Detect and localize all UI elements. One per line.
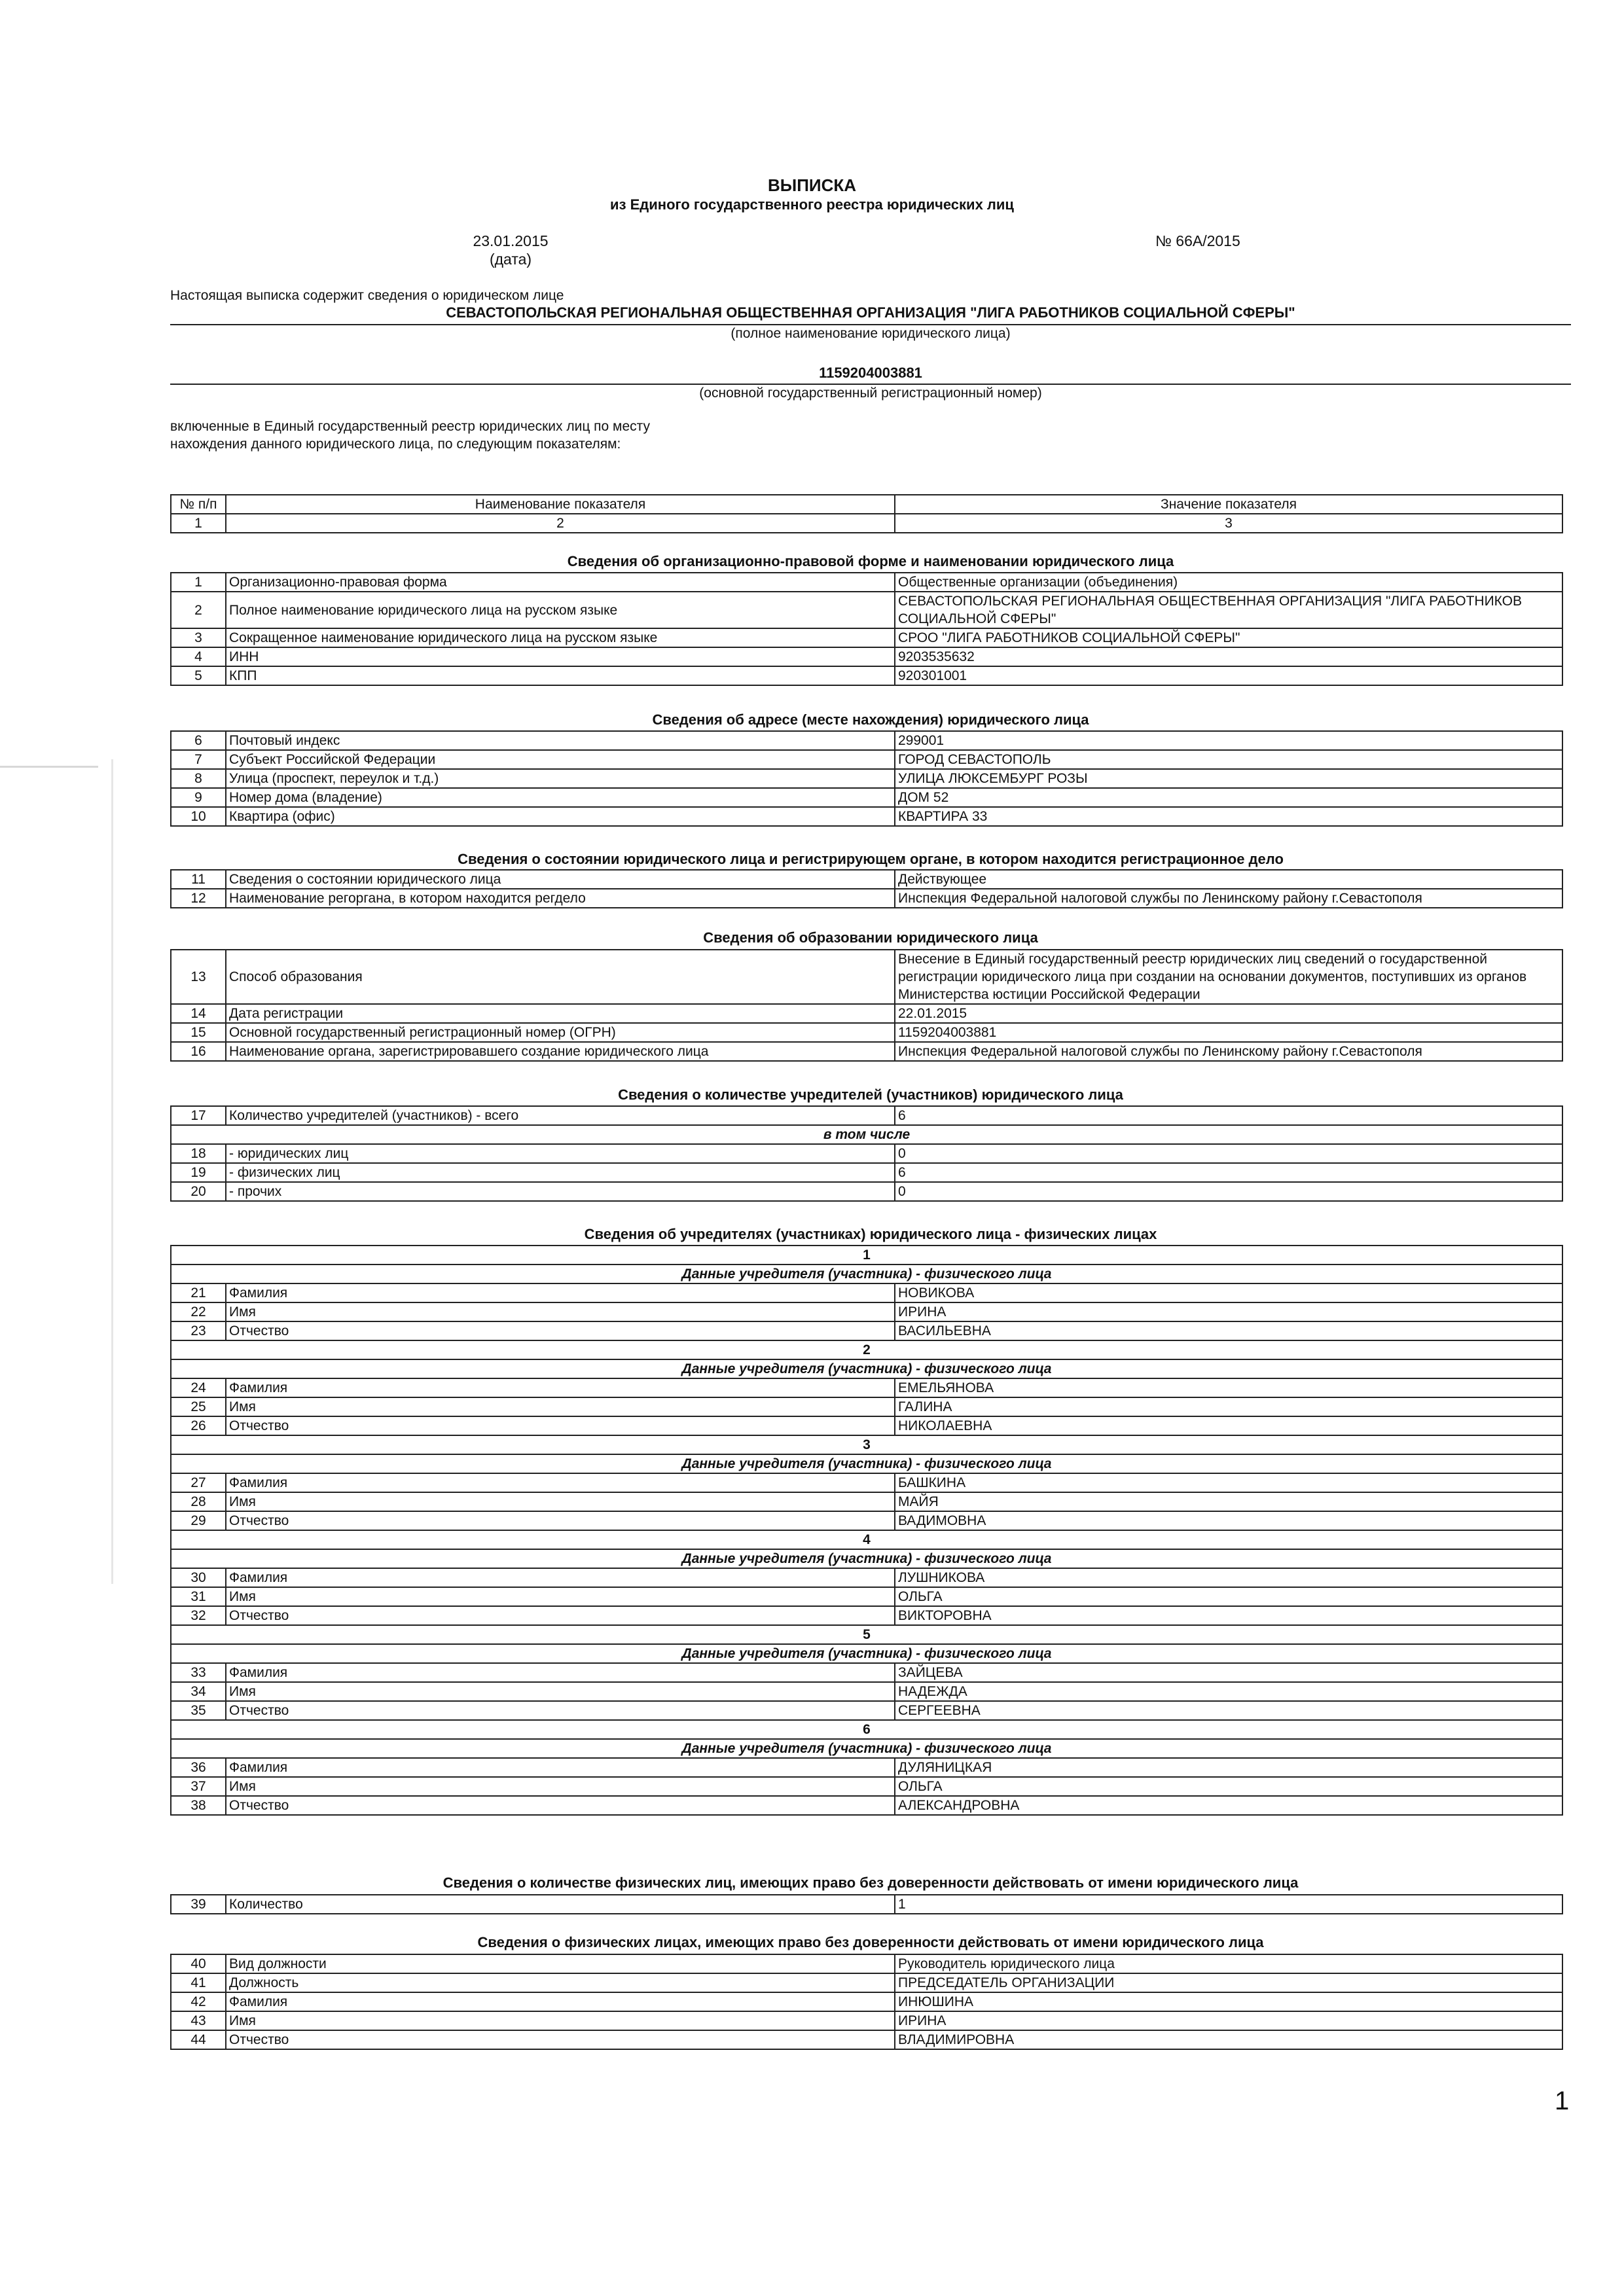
divider: [170, 384, 1571, 385]
table-row: [171, 1321, 1562, 1340]
in-that-number-row: в том числе: [171, 1125, 1562, 1144]
founder-index-row: [171, 1340, 1562, 1359]
row-value: ВЛАДИМИРОВНА: [895, 2030, 1562, 2049]
intro-included-1: включенные в Единый государственный реестр юридических лиц по месту: [170, 419, 651, 434]
row-value: БАШКИНА: [895, 1473, 1562, 1492]
table-row: [171, 666, 1562, 685]
table-row: [171, 1378, 1562, 1397]
row-number: 36: [171, 1758, 226, 1777]
row-number: 10: [171, 807, 226, 826]
row-number: 2: [171, 592, 226, 628]
row-name: Фамилия: [226, 1378, 895, 1397]
row-name: Субъект Российской Федерации: [226, 750, 895, 769]
table-row: [171, 1973, 1562, 1992]
row-value: ИРИНА: [895, 1302, 1562, 1321]
row-number: 35: [171, 1701, 226, 1720]
row-value: СЕВАСТОПОЛЬСКАЯ РЕГИОНАЛЬНАЯ ОБЩЕСТВЕННАЯ ОРГАНИЗАЦИЯ "ЛИГА РАБОТНИКОВ СОЦИАЛЬНОЙ СФЕРЫ": [895, 592, 1562, 628]
row-number: 37: [171, 1777, 226, 1796]
org-name-caption: (полное наименование юридического лица): [731, 326, 1011, 341]
row-name: Количество учредителей (участников) - всего: [226, 1106, 895, 1125]
table-row: [171, 592, 1562, 628]
row-name: Фамилия: [226, 1758, 895, 1777]
founder-index: 2: [171, 1340, 1562, 1359]
row-value: Общественные организации (объединения): [895, 573, 1562, 592]
row-name: Номер дома (владение): [226, 788, 895, 807]
row-value: Инспекция Федеральной налоговой службы по Ленинскому району г.Севастополя: [895, 1042, 1562, 1061]
row-name: Квартира (офис): [226, 807, 895, 826]
row-number: 40: [171, 1954, 226, 1973]
row-number: 26: [171, 1416, 226, 1435]
row-number: 9: [171, 788, 226, 807]
table-row: [171, 1397, 1562, 1416]
row-value: Действующее: [895, 870, 1562, 889]
row-number: 29: [171, 1511, 226, 1530]
section-title: Сведения о количестве учредителей (участников) юридического лица: [618, 1086, 1123, 1103]
row-number: 22: [171, 1302, 226, 1321]
row-number: 20: [171, 1182, 226, 1201]
table-row: [171, 628, 1562, 647]
intro-included-2: нахождения данного юридического лица, по следующим показателям:: [170, 437, 621, 452]
table-row: [171, 1511, 1562, 1530]
row-value: 1159204003881: [895, 1023, 1562, 1042]
row-number: 17: [171, 1106, 226, 1125]
founders-table: [170, 1245, 1563, 1816]
scan-edge-mark: [0, 766, 98, 768]
row-value: 0: [895, 1144, 1562, 1163]
row-number: 1: [171, 573, 226, 592]
row-value: ВАДИМОВНА: [895, 1511, 1562, 1530]
document-number: № 66А/2015: [1155, 232, 1240, 249]
founder-subheader: Данные учредителя (участника) - физического лица: [171, 1739, 1562, 1758]
row-value: ИНЮШИНА: [895, 1992, 1562, 2011]
row-name: Полное наименование юридического лица на русском языке: [226, 592, 895, 628]
row-number: 24: [171, 1378, 226, 1397]
table-row: [171, 573, 1562, 592]
row-name: - юридических лиц: [226, 1144, 895, 1163]
row-name: Организационно-правовая форма: [226, 573, 895, 592]
row-value: 0: [895, 1182, 1562, 1201]
row-value: ЕМЕЛЬЯНОВА: [895, 1378, 1562, 1397]
table-row: [171, 889, 1562, 908]
row-number: 38: [171, 1796, 226, 1815]
col-number-header: № п/п: [171, 495, 226, 514]
founder-subheader-row: [171, 1265, 1562, 1283]
row-number: 39: [171, 1895, 226, 1914]
col-name-index: 2: [226, 514, 895, 533]
row-number: 21: [171, 1283, 226, 1302]
header-table: [170, 494, 1563, 533]
founder-index-row: [171, 1246, 1562, 1265]
founder-index: 5: [171, 1625, 1562, 1644]
row-name: Наименование регоргана, в котором находится регдело: [226, 889, 895, 908]
table-row: [171, 1416, 1562, 1435]
table-row: [171, 1701, 1562, 1720]
row-number: 23: [171, 1321, 226, 1340]
table-row: [171, 870, 1562, 889]
section-title: Сведения об учредителях (участниках) юридического лица - физических лицах: [584, 1226, 1157, 1242]
table-row: [171, 1004, 1562, 1023]
row-number: 42: [171, 1992, 226, 2011]
row-value: АЛЕКСАНДРОВНА: [895, 1796, 1562, 1815]
table-row: [171, 1587, 1562, 1606]
row-name: Отчество: [226, 1511, 895, 1530]
col-value-header: Значение показателя: [895, 495, 1562, 514]
row-name: Сокращенное наименование юридического лица на русском языке: [226, 628, 895, 647]
row-number: 33: [171, 1663, 226, 1682]
founder-index-row: [171, 1435, 1562, 1454]
founder-subheader: Данные учредителя (участника) - физического лица: [171, 1265, 1562, 1283]
row-value: СЕРГЕЕВНА: [895, 1701, 1562, 1720]
row-name: Отчество: [226, 1321, 895, 1340]
ogrn-caption: (основной государственный регистрационный номер): [699, 386, 1042, 401]
table-row: [171, 1023, 1562, 1042]
section-title: Сведения об адресе (месте нахождения) юридического лица: [652, 711, 1089, 728]
row-value: 6: [895, 1106, 1562, 1125]
founder-subheader: Данные учредителя (участника) - физического лица: [171, 1454, 1562, 1473]
section-title: Сведения об образовании юридического лица: [703, 929, 1038, 946]
row-value: СРОО "ЛИГА РАБОТНИКОВ СОЦИАЛЬНОЙ СФЕРЫ": [895, 628, 1562, 647]
row-value: Руководитель юридического лица: [895, 1954, 1562, 1973]
row-name: Отчество: [226, 1701, 895, 1720]
ogrn-value: 1159204003881: [819, 365, 922, 381]
table-row: [171, 769, 1562, 788]
row-value: ВАСИЛЬЕВНА: [895, 1321, 1562, 1340]
row-name: Отчество: [226, 1606, 895, 1625]
founder-subheader: Данные учредителя (участника) - физического лица: [171, 1549, 1562, 1568]
table-row: [171, 1182, 1562, 1201]
row-name: Имя: [226, 1587, 895, 1606]
table-row: [171, 1125, 1562, 1144]
section-title: Сведения о состоянии юридического лица и регистрирующем органе, в котором находится регистрационное дело: [458, 851, 1284, 867]
table-row: [171, 1954, 1562, 1973]
row-value: ВИКТОРОВНА: [895, 1606, 1562, 1625]
founder-index: 3: [171, 1435, 1562, 1454]
table-row: [171, 2030, 1562, 2049]
row-name: Отчество: [226, 1796, 895, 1815]
row-number: 44: [171, 2030, 226, 2049]
col-name-header: Наименование показателя: [226, 495, 895, 514]
table-row: [171, 1106, 1562, 1125]
table-row: [171, 731, 1562, 750]
section-table: [170, 1105, 1563, 1202]
founder-subheader: Данные учредителя (участника) - физического лица: [171, 1359, 1562, 1378]
row-value: 920301001: [895, 666, 1562, 685]
row-name: ИНН: [226, 647, 895, 666]
row-value: НИКОЛАЕВНА: [895, 1416, 1562, 1435]
table-row: [171, 1992, 1562, 2011]
row-value: ПРЕДСЕДАТЕЛЬ ОРГАНИЗАЦИИ: [895, 1973, 1562, 1992]
row-name: Количество: [226, 1895, 895, 1914]
row-number: 8: [171, 769, 226, 788]
row-value: ЛУШНИКОВА: [895, 1568, 1562, 1587]
row-value: НАДЕЖДА: [895, 1682, 1562, 1701]
row-number: 11: [171, 870, 226, 889]
table-row: [171, 1568, 1562, 1587]
row-value: 22.01.2015: [895, 1004, 1562, 1023]
table-row: [171, 750, 1562, 769]
row-number: 32: [171, 1606, 226, 1625]
row-number: 16: [171, 1042, 226, 1061]
row-number: 31: [171, 1587, 226, 1606]
section-title: Сведения о физических лицах, имеющих право без доверенности действовать от имени юридического лица: [477, 1934, 1264, 1950]
row-name: Имя: [226, 1302, 895, 1321]
row-value: Внесение в Единый государственный реестр юридических лиц сведений о государственной регистрации юридического лица при создании на основании документов, поступивших из органов Министерства юстиции Российской Федерации: [895, 950, 1562, 1004]
row-name: Улица (проспект, переулок и т.д.): [226, 769, 895, 788]
founder-index: 6: [171, 1720, 1562, 1739]
section-title: Сведения об организационно-правовой форме и наименовании юридического лица: [567, 553, 1174, 569]
row-name: Имя: [226, 1777, 895, 1796]
table-row: [171, 1777, 1562, 1796]
row-number: 27: [171, 1473, 226, 1492]
row-number: 6: [171, 731, 226, 750]
table-row: [171, 1682, 1562, 1701]
table-row: [171, 1796, 1562, 1815]
row-number: 14: [171, 1004, 226, 1023]
table-row: [171, 1492, 1562, 1511]
founder-index: 4: [171, 1530, 1562, 1549]
row-number: 4: [171, 647, 226, 666]
table-row: [171, 950, 1562, 1004]
row-value: ОЛЬГА: [895, 1777, 1562, 1796]
section-table: [170, 1954, 1563, 2050]
row-name: Наименование органа, зарегистрировавшего создание юридического лица: [226, 1042, 895, 1061]
row-name: Фамилия: [226, 1663, 895, 1682]
table-row: [171, 1663, 1562, 1682]
table-row: [171, 1895, 1562, 1914]
date-caption: (дата): [489, 251, 532, 268]
col-value-index: 3: [895, 514, 1562, 533]
founder-index-row: [171, 1530, 1562, 1549]
row-value: ИРИНА: [895, 2011, 1562, 2030]
row-name: Отчество: [226, 1416, 895, 1435]
row-value: 6: [895, 1163, 1562, 1182]
row-number: 34: [171, 1682, 226, 1701]
table-row: [171, 1283, 1562, 1302]
row-name: Отчество: [226, 2030, 895, 2049]
document-subtitle: из Единого государственного реестра юридических лиц: [610, 196, 1014, 213]
row-value: ЗАЙЦЕВА: [895, 1663, 1562, 1682]
document-title: ВЫПИСКА: [767, 175, 857, 195]
row-value: ОЛЬГА: [895, 1587, 1562, 1606]
row-value: 1: [895, 1895, 1562, 1914]
row-value: УЛИЦА ЛЮКСЕМБУРГ РОЗЫ: [895, 769, 1562, 788]
table-row: [171, 647, 1562, 666]
row-value: 9203535632: [895, 647, 1562, 666]
row-number: 43: [171, 2011, 226, 2030]
divider: [170, 324, 1571, 325]
row-name: Фамилия: [226, 1473, 895, 1492]
table-row: [171, 1606, 1562, 1625]
row-value: ГОРОД СЕВАСТОПОЛЬ: [895, 750, 1562, 769]
founder-index: 1: [171, 1246, 1562, 1265]
row-number: 28: [171, 1492, 226, 1511]
row-name: Имя: [226, 1682, 895, 1701]
row-number: 7: [171, 750, 226, 769]
row-name: - физических лиц: [226, 1163, 895, 1182]
row-name: Дата регистрации: [226, 1004, 895, 1023]
scan-edge-mark: [111, 759, 113, 1584]
table-row: [171, 1302, 1562, 1321]
row-value: 299001: [895, 731, 1562, 750]
table-row: [171, 1473, 1562, 1492]
col-number-index: 1: [171, 514, 226, 533]
founder-subheader-row: [171, 1454, 1562, 1473]
row-number: 3: [171, 628, 226, 647]
section-title: Сведения о количестве физических лиц, имеющих право без доверенности действовать от имени юридического лица: [442, 1874, 1299, 1891]
intro-line: Настоящая выписка содержит сведения о юридическом лице: [170, 288, 564, 303]
row-name: Фамилия: [226, 1568, 895, 1587]
table-row: [171, 1758, 1562, 1777]
founder-index-row: [171, 1625, 1562, 1644]
founder-subheader-row: [171, 1644, 1562, 1663]
row-name: Имя: [226, 1492, 895, 1511]
section-table: [170, 869, 1563, 908]
founder-subheader-row: [171, 1549, 1562, 1568]
table-row: [171, 1144, 1562, 1163]
row-number: 41: [171, 1973, 226, 1992]
document-date: 23.01.2015: [473, 232, 549, 249]
row-value: ГАЛИНА: [895, 1397, 1562, 1416]
table-row: [171, 788, 1562, 807]
row-name: Вид должности: [226, 1954, 895, 1973]
row-number: 30: [171, 1568, 226, 1587]
org-full-name: СЕВАСТОПОЛЬСКАЯ РЕГИОНАЛЬНАЯ ОБЩЕСТВЕННАЯ ОРГАНИЗАЦИЯ "ЛИГА РАБОТНИКОВ СОЦИАЛЬНОЙ СФЕРЫ": [446, 304, 1295, 321]
row-name: Должность: [226, 1973, 895, 1992]
row-name: - прочих: [226, 1182, 895, 1201]
founder-subheader-row: [171, 1739, 1562, 1758]
row-number: 5: [171, 666, 226, 685]
row-name: Фамилия: [226, 1283, 895, 1302]
row-name: КПП: [226, 666, 895, 685]
section-table: [170, 730, 1563, 827]
table-row: [171, 1163, 1562, 1182]
row-name: Имя: [226, 1397, 895, 1416]
row-name: Сведения о состоянии юридического лица: [226, 870, 895, 889]
row-value: КВАРТИРА 33: [895, 807, 1562, 826]
row-number: 18: [171, 1144, 226, 1163]
table-row: [171, 2011, 1562, 2030]
row-number: 12: [171, 889, 226, 908]
row-value: Инспекция Федеральной налоговой службы по Ленинскому району г.Севастополя: [895, 889, 1562, 908]
row-value: ДОМ 52: [895, 788, 1562, 807]
row-number: 19: [171, 1163, 226, 1182]
row-name: Имя: [226, 2011, 895, 2030]
table-row: [171, 807, 1562, 826]
table-row: [171, 1042, 1562, 1061]
row-name: Способ образования: [226, 950, 895, 1004]
founder-index-row: [171, 1720, 1562, 1739]
row-number: 25: [171, 1397, 226, 1416]
row-value: МАЙЯ: [895, 1492, 1562, 1511]
section-table: [170, 949, 1563, 1062]
row-number: 15: [171, 1023, 226, 1042]
row-name: Основной государственный регистрационный номер (ОГРН): [226, 1023, 895, 1042]
section-table: [170, 572, 1563, 686]
row-value: НОВИКОВА: [895, 1283, 1562, 1302]
row-number: 13: [171, 950, 226, 1004]
section-table: [170, 1894, 1563, 1914]
row-value: ДУЛЯНИЦКАЯ: [895, 1758, 1562, 1777]
founder-subheader: Данные учредителя (участника) - физического лица: [171, 1644, 1562, 1663]
row-name: Фамилия: [226, 1992, 895, 2011]
founder-subheader-row: [171, 1359, 1562, 1378]
page-number: 1: [1555, 2087, 1570, 2115]
row-name: Почтовый индекс: [226, 731, 895, 750]
